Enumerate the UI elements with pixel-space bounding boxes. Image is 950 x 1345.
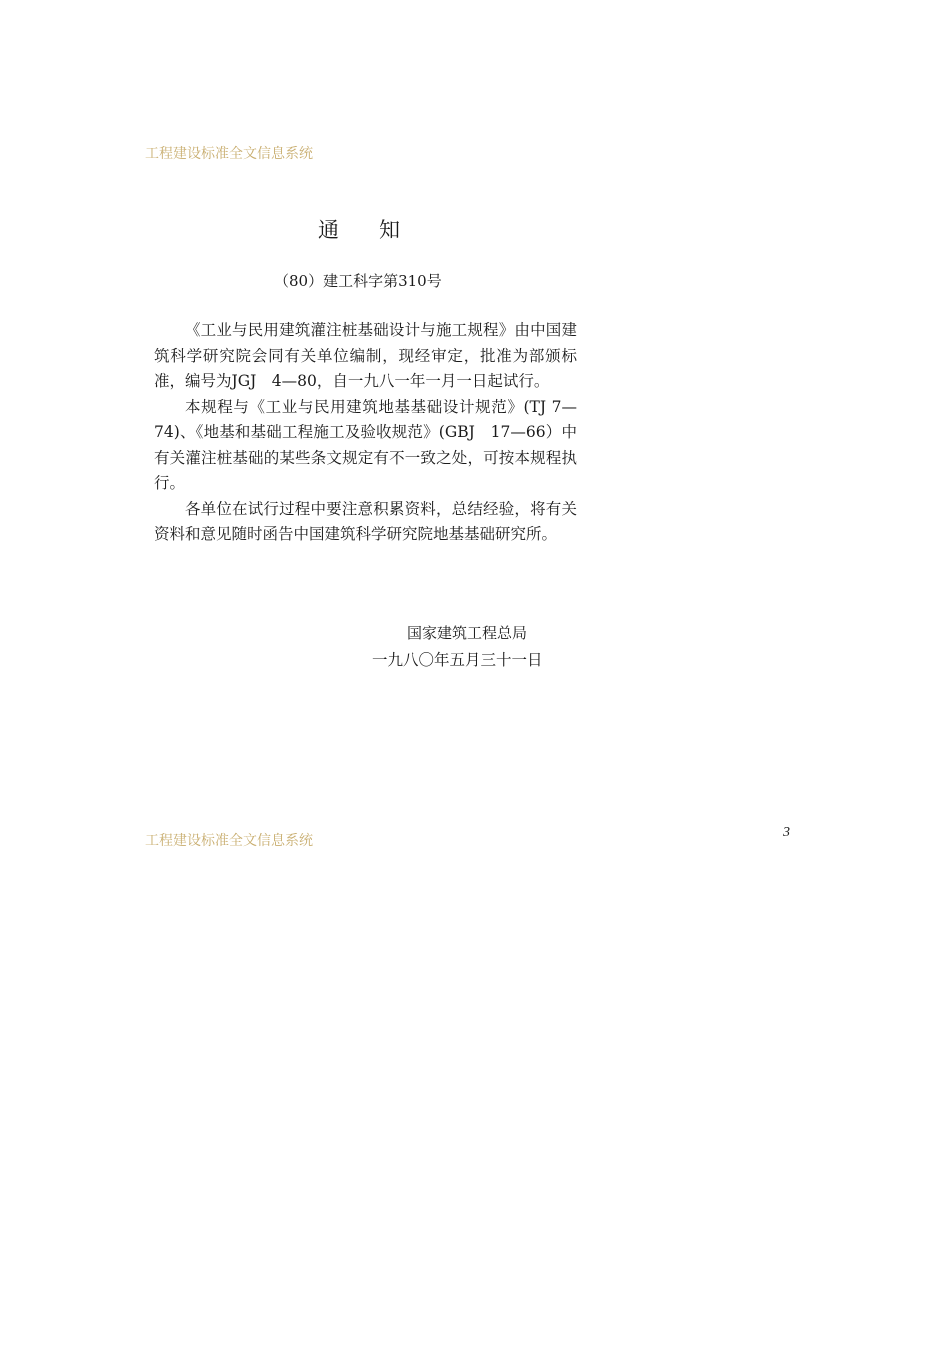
document-number: （80）建工科字第310号 bbox=[274, 272, 442, 290]
paragraph-approval: 《工业与民用建筑灌注桩基础设计与施工规程》由中国建筑科学研究院会同有关单位编制，现经审定，批准为部颁标准，编号为JGJ 4—80，自一九八一年一月一日起试行。 bbox=[154, 321, 577, 390]
issuer-name: 国家建筑工程总局 bbox=[407, 624, 528, 642]
notice-body bbox=[154, 318, 577, 548]
paragraph-conflict: 本规程与《工业与民用建筑地基基础设计规范》(TJ 7—74)、《地基和基础工程施工及验收规范》(GBJ 17—66）中有关灌注桩基础的某些条文规定有不一致之处，可按本规程执行。 bbox=[154, 397, 577, 492]
issue-date: 一九八〇年五月三十一日 bbox=[372, 651, 543, 669]
watermark-bottom: 工程建设标准全文信息系统 bbox=[145, 833, 313, 849]
watermark-top: 工程建设标准全文信息系统 bbox=[145, 146, 313, 162]
notice-title: 通知 bbox=[318, 218, 440, 242]
paragraph-feedback: 各单位在试行过程中要注意积累资料，总结经验，将有关资料和意见随时函告中国建筑科学研究院地基基础研究所。 bbox=[154, 499, 577, 543]
page-number: 3 bbox=[783, 825, 790, 840]
